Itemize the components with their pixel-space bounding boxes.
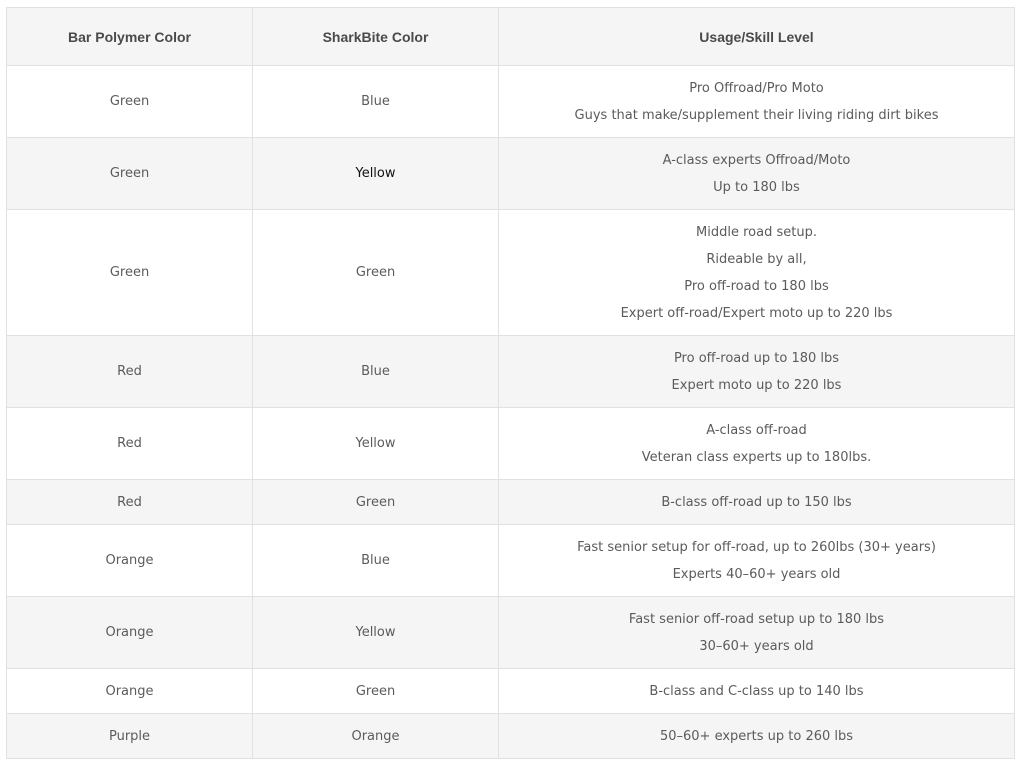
cell-sharkbite-color: Green — [253, 210, 499, 336]
cell-usage — [499, 525, 1015, 597]
usage-line: 30–60+ years old — [699, 638, 814, 654]
usage-line: Expert off-road/Expert moto up to 220 lbs — [620, 305, 893, 321]
usage-line: Veteran class experts up to 180lbs. — [641, 449, 872, 465]
table-row — [7, 408, 1015, 480]
cell-sharkbite-color: Yellow — [253, 138, 499, 210]
cell-usage — [499, 597, 1015, 669]
table-row — [7, 525, 1015, 597]
cell-sharkbite-color: Blue — [253, 525, 499, 597]
setup-table-container — [6, 7, 1014, 759]
cell-sharkbite-color: Blue — [253, 336, 499, 408]
usage-line: 50–60+ experts up to 260 lbs — [659, 728, 854, 744]
cell-bar-polymer-color: Red — [7, 336, 253, 408]
cell-usage — [499, 714, 1015, 759]
table-row — [7, 669, 1015, 714]
usage-line: Rideable by all, — [706, 251, 807, 267]
cell-sharkbite-color: Green — [253, 480, 499, 525]
table-row — [7, 480, 1015, 525]
cell-sharkbite-color: Yellow — [253, 408, 499, 480]
usage-line: B-class and C-class up to 140 lbs — [649, 683, 864, 699]
cell-usage — [499, 480, 1015, 525]
cell-bar-polymer-color: Green — [7, 210, 253, 336]
cell-bar-polymer-color: Orange — [7, 669, 253, 714]
usage-line: Up to 180 lbs — [713, 179, 800, 195]
table-header-row — [7, 8, 1015, 66]
cell-bar-polymer-color: Purple — [7, 714, 253, 759]
table-row — [7, 714, 1015, 759]
setup-table — [6, 7, 1015, 759]
table-row — [7, 336, 1015, 408]
table-row — [7, 597, 1015, 669]
cell-bar-polymer-color: Green — [7, 138, 253, 210]
usage-line: Fast senior off-road setup up to 180 lbs — [628, 611, 885, 627]
cell-bar-polymer-color: Green — [7, 66, 253, 138]
cell-bar-polymer-color: Red — [7, 480, 253, 525]
table-row — [7, 66, 1015, 138]
header-sharkbite-color: SharkBite Color — [253, 8, 499, 66]
cell-sharkbite-color: Yellow — [253, 597, 499, 669]
usage-line: Expert moto up to 220 lbs — [671, 377, 842, 393]
header-usage-skill-level: Usage/Skill Level — [499, 8, 1015, 66]
usage-line: Pro off-road up to 180 lbs — [673, 350, 840, 366]
usage-line: Pro off-road to 180 lbs — [684, 278, 829, 294]
cell-sharkbite-color: Green — [253, 669, 499, 714]
usage-line: A-class experts Offroad/Moto — [662, 152, 851, 168]
usage-line: Guys that make/supplement their living riding dirt bikes — [574, 107, 939, 123]
cell-bar-polymer-color: Red — [7, 408, 253, 480]
cell-usage — [499, 336, 1015, 408]
usage-line: Pro Offroad/Pro Moto — [689, 80, 824, 96]
cell-usage — [499, 138, 1015, 210]
header-bar-polymer-color: Bar Polymer Color — [7, 8, 253, 66]
cell-bar-polymer-color: Orange — [7, 597, 253, 669]
table-row — [7, 138, 1015, 210]
cell-usage — [499, 210, 1015, 336]
cell-usage — [499, 66, 1015, 138]
usage-line: A-class off-road — [706, 422, 807, 438]
cell-sharkbite-color: Orange — [253, 714, 499, 759]
usage-line: B-class off-road up to 150 lbs — [661, 494, 852, 510]
usage-line: Middle road setup. — [696, 224, 817, 240]
usage-line: Fast senior setup for off-road, up to 260lbs (30+ years) — [577, 539, 936, 555]
cell-bar-polymer-color: Orange — [7, 525, 253, 597]
usage-line: Experts 40–60+ years old — [672, 566, 841, 582]
cell-usage — [499, 408, 1015, 480]
table-row — [7, 210, 1015, 336]
cell-sharkbite-color: Blue — [253, 66, 499, 138]
cell-usage — [499, 669, 1015, 714]
